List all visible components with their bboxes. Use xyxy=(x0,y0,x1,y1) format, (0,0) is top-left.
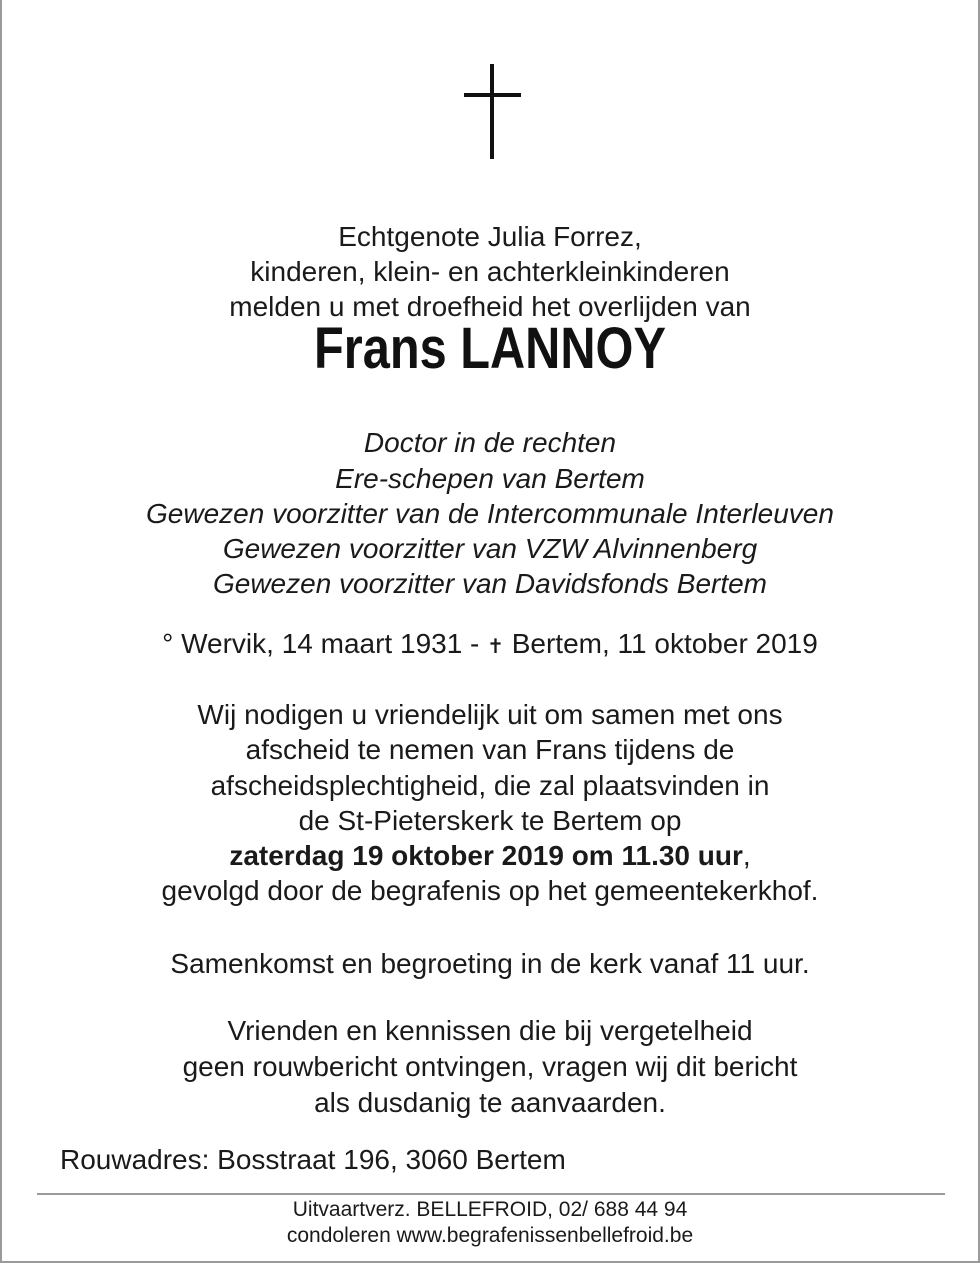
funeral-home: Uitvaartverz. BELLEFROID, 02/ 688 44 94 xyxy=(292,1198,688,1221)
title-line: Gewezen voorzitter van Davidsfonds Bertem xyxy=(212,568,768,599)
invitation-line: Wij nodigen u vriendelijk uit om samen met ons xyxy=(197,699,783,730)
title-line: Gewezen voorzitter van de Intercommunale Interleuven xyxy=(146,498,834,529)
mourning-address: Rouwadres: Bosstraat 196, 3060 Bertem xyxy=(60,1144,566,1175)
title-line: Gewezen voorzitter van VZW Alvinnenberg xyxy=(222,533,758,564)
notice-line: Vrienden en kennissen die bij vergetelheid xyxy=(227,1015,753,1046)
title-line: Doctor in de rechten xyxy=(363,427,617,458)
gathering: Samenkomst en begroeting in de kerk vanaf 11 uur. xyxy=(170,948,810,979)
deceased-name: Frans LANNOY xyxy=(314,316,666,381)
birth: ° Wervik, 14 maart 1931 xyxy=(162,628,463,659)
ceremony-date-suffix: , xyxy=(742,840,751,871)
invitation-line: afscheid te nemen van Frans tijdens de xyxy=(245,734,735,765)
intro-line: melden u met droefheid het overlijden van xyxy=(229,291,751,322)
ceremony-date xyxy=(2,839,978,873)
condolence-website: condoleren www.begrafenissenbellefroid.be xyxy=(286,1224,694,1247)
divider xyxy=(37,1193,945,1195)
notice-line: als dusdanig te aanvaarden. xyxy=(314,1087,666,1118)
invitation-line: gevolgd door de begrafenis op het gemeentekerkhof. xyxy=(161,875,819,906)
title-line: Ere-schepen van Bertem xyxy=(335,463,645,494)
ceremony-date-bold: zaterdag 19 oktober 2019 om 11.30 uur xyxy=(229,840,743,871)
intro-line: Echtgenote Julia Forrez, xyxy=(338,221,642,252)
death: Bertem, 11 oktober 2019 xyxy=(503,628,818,659)
death-cross-icon: ✝ xyxy=(487,636,504,658)
invitation-line: afscheidsplechtigheid, die zal plaatsvinden in xyxy=(210,770,770,801)
separator: - xyxy=(462,628,488,659)
intro-line: kinderen, klein- en achterkleinkinderen xyxy=(250,256,730,287)
notice-line: geen rouwbericht ontvingen, vragen wij dit bericht xyxy=(182,1051,798,1082)
life-dates xyxy=(2,627,978,664)
cross-icon xyxy=(464,64,521,159)
invitation-line: de St-Pieterskerk te Bertem op xyxy=(298,805,682,836)
